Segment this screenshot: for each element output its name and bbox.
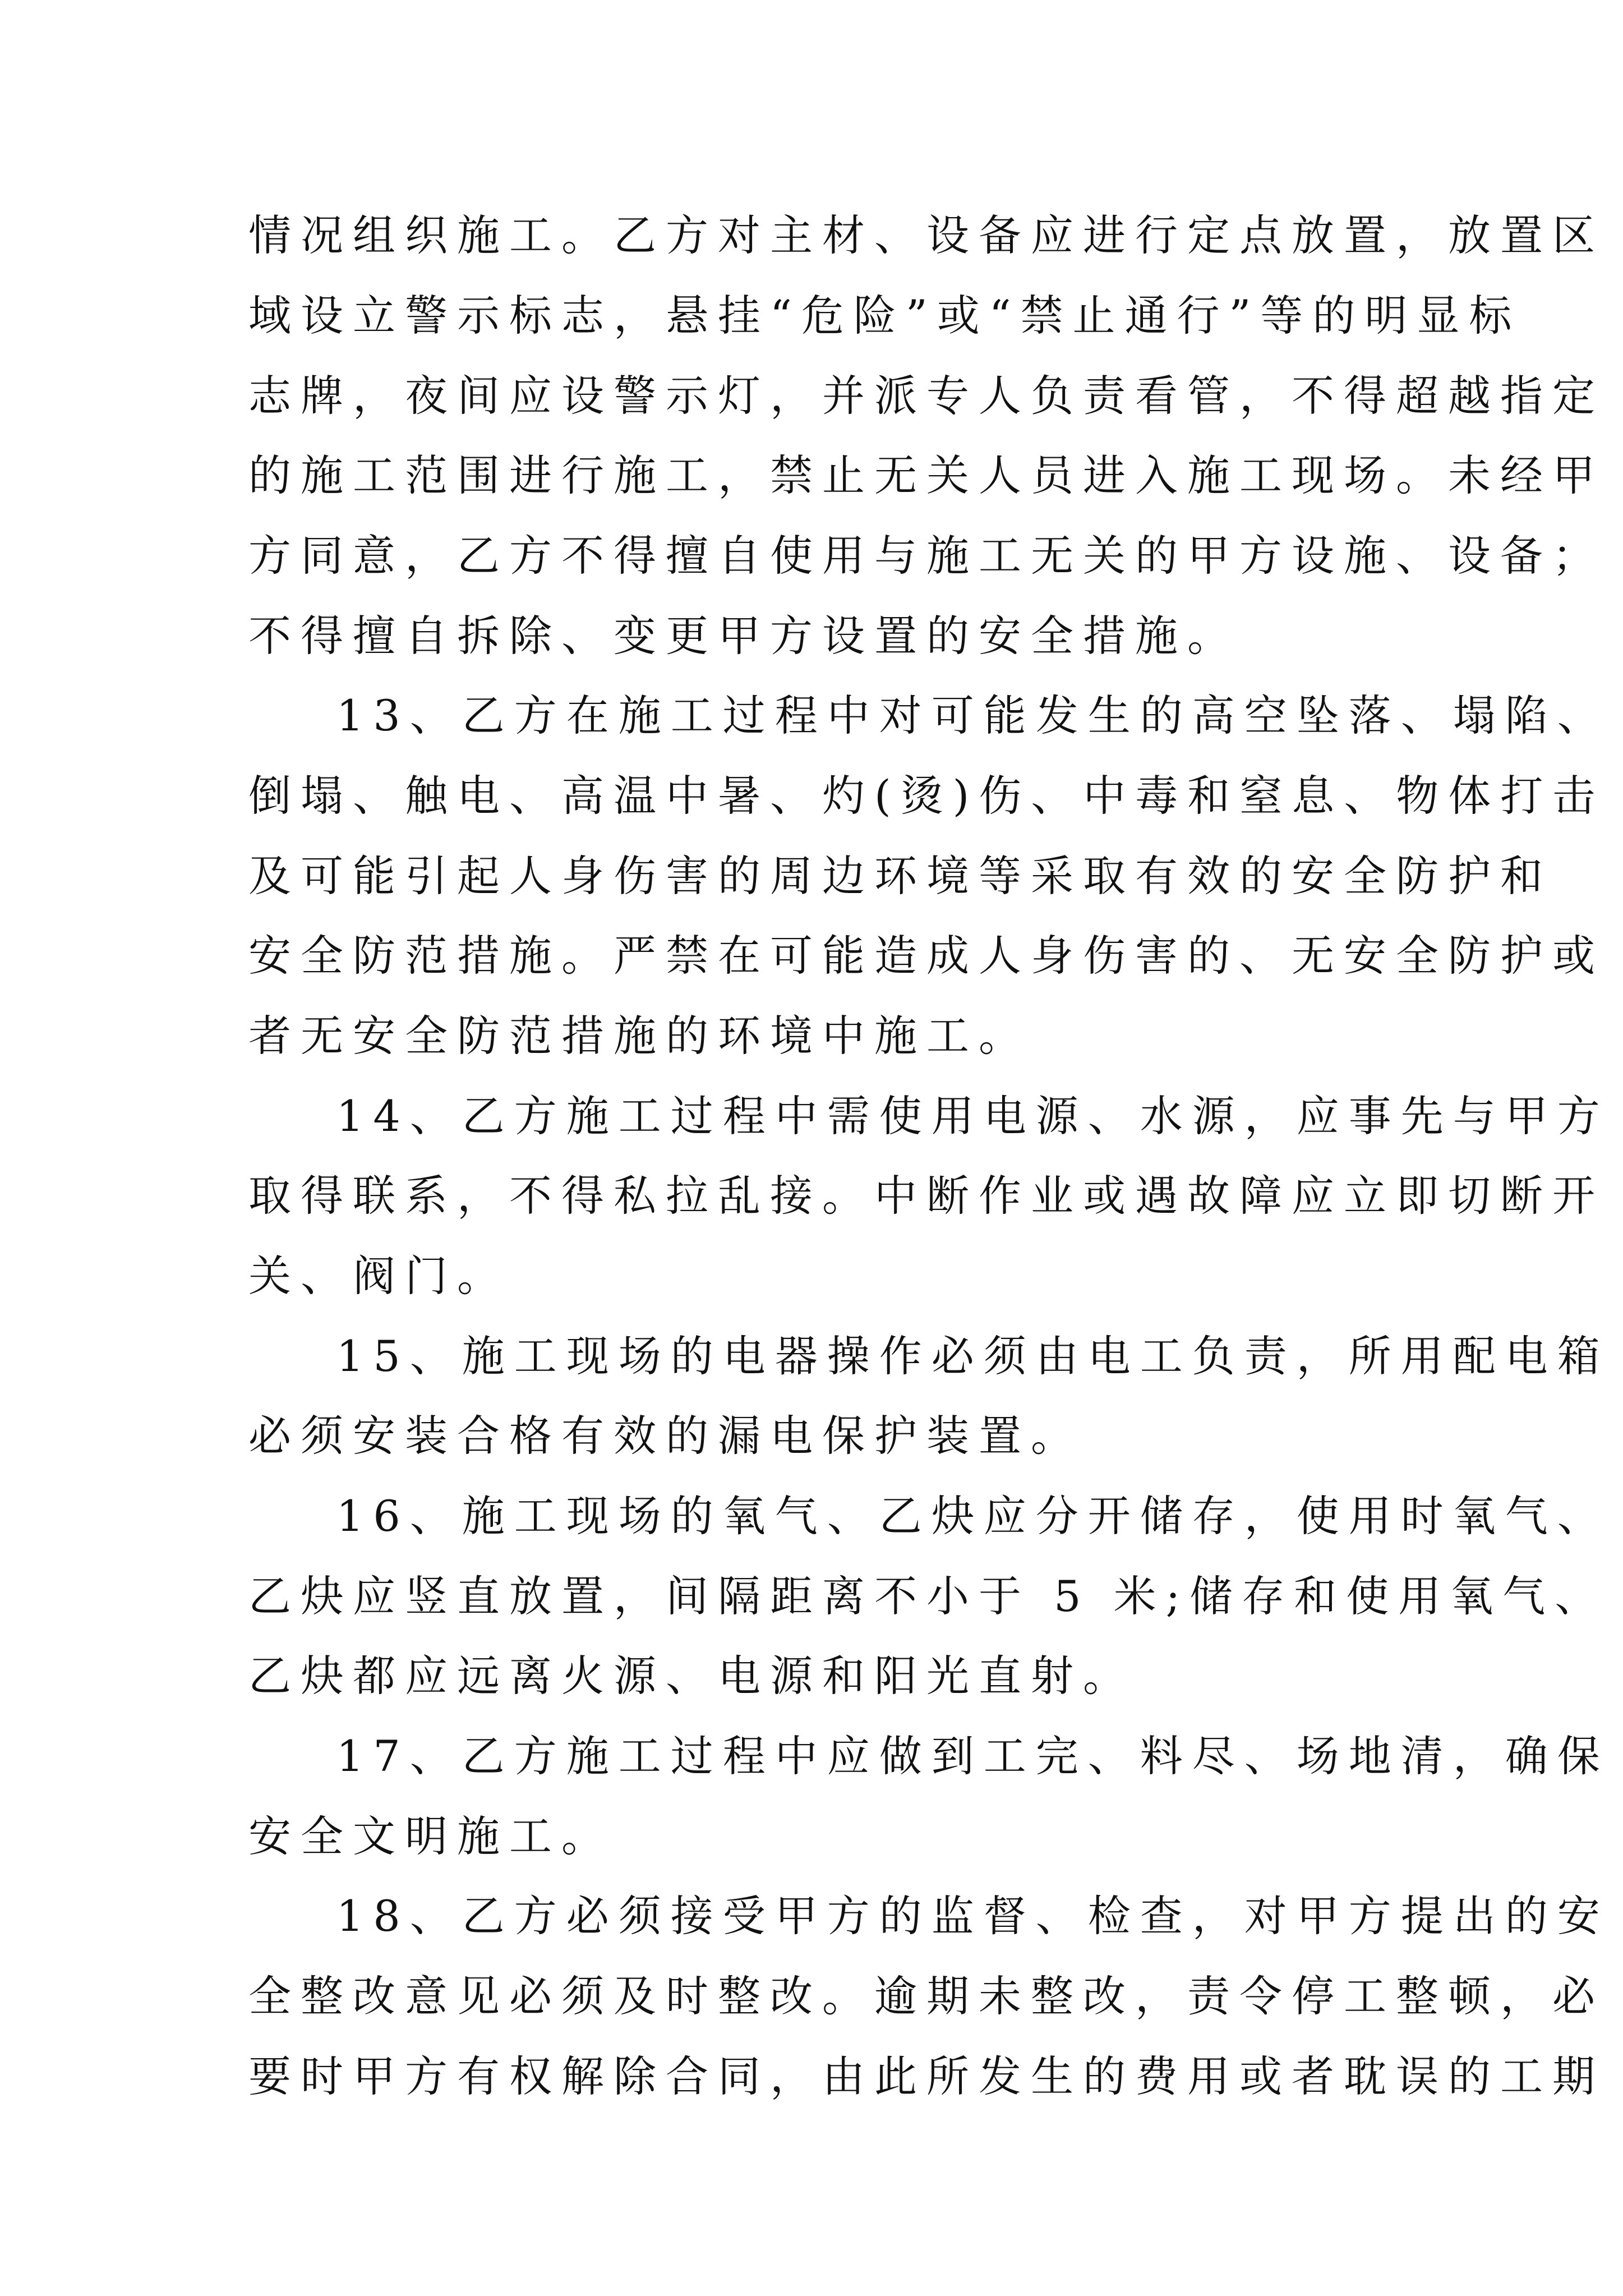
text-line: 者无安全防范措施的环境中施工。 — [248, 1011, 1031, 1061]
paragraph-16-first-line: 16、施工现场的氧气、乙炔应分开储存，使用时氧气、 — [336, 1491, 1610, 1541]
paragraph-18-first-line: 18、乙方必须接受甲方的监督、检查，对甲方提出的安 — [336, 1891, 1610, 1941]
text-line: 安全文明施工。 — [248, 1811, 614, 1861]
text-line: 安全防范措施。严禁在可能造成人身伤害的、无安全防护或 — [248, 931, 1604, 981]
text-line: 及可能引起人身伤害的周边环境等采取有效的安全防护和 — [248, 851, 1552, 901]
text-line: 方同意，乙方不得擅自使用与施工无关的甲方设施、设备； — [248, 531, 1604, 581]
paragraph-17-first-line: 17、乙方施工过程中应做到工完、料尽、场地清，确保 — [336, 1731, 1610, 1781]
text-line: 情况组织施工。乙方对主材、设备应进行定点放置，放置区 — [248, 210, 1604, 260]
text-line: 域设立警示标志，悬挂“危险”或“禁止通行”等的明显标 — [248, 291, 1521, 341]
text-line: 要时甲方有权解除合同，由此所发生的费用或者耽误的工期 — [248, 2051, 1604, 2101]
text-line: 关、阀门。 — [248, 1251, 509, 1301]
paragraph-14-first-line: 14、乙方施工过程中需使用电源、水源，应事先与甲方 — [336, 1091, 1610, 1141]
text-line: 的施工范围进行施工，禁止无关人员进入施工现场。未经甲 — [248, 450, 1604, 500]
text-line: 乙炔都应远离火源、电源和阳光直射。 — [248, 1651, 1135, 1701]
text-line: 取得联系，不得私拉乱接。中断作业或遇故障应立即切断开 — [248, 1171, 1604, 1221]
paragraph-15-first-line: 15、施工现场的电器操作必须由电工负责，所用配电箱 — [336, 1331, 1610, 1381]
text-line: 倒塌、触电、高温中暑、灼(烫)伤、中毒和窒息、物体打击 — [248, 771, 1605, 821]
text-line: 不得擅自拆除、变更甲方设置的安全措施。 — [248, 611, 1239, 661]
text-line: 志牌，夜间应设警示灯，并派专人负责看管，不得超越指定 — [248, 371, 1604, 421]
text-line: 乙炔应竖直放置，间隔距离不小于 5 米;储存和使用氧气、 — [248, 1571, 1607, 1621]
paragraph-13-first-line: 13、乙方在施工过程中对可能发生的高空坠落、塌陷、 — [336, 691, 1610, 740]
text-line: 必须安装合格有效的漏电保护装置。 — [248, 1411, 1083, 1461]
text-line: 全整改意见必须及时整改。逾期未整改，责令停工整顿，必 — [248, 1971, 1604, 2021]
